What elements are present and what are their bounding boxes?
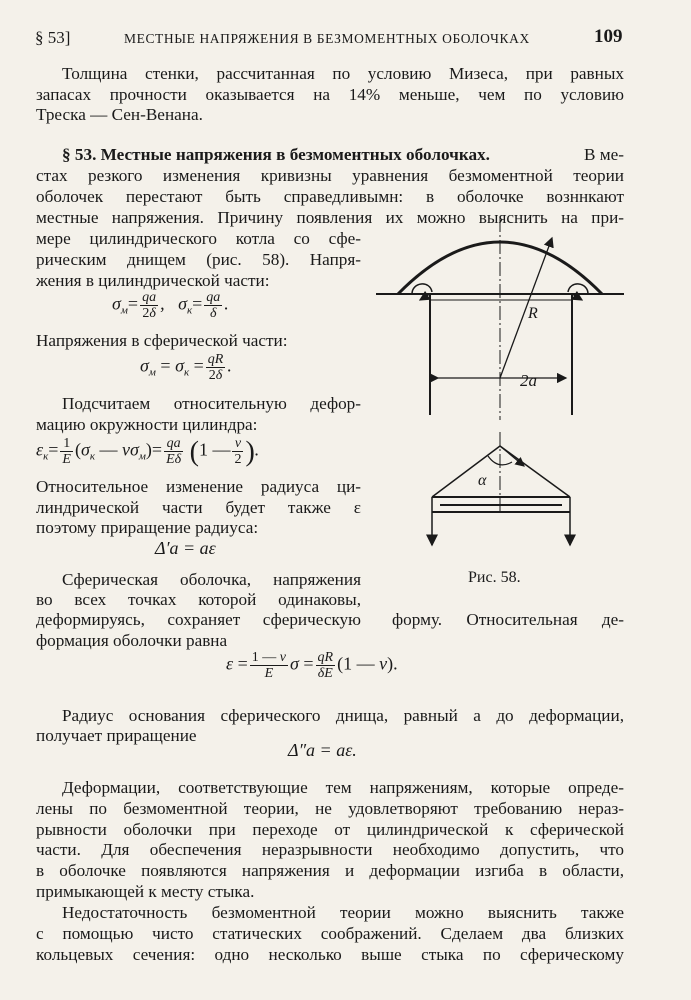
intro-line-1: Толщина стенки, рассчитанная по условию Мизеса, при равных [62, 64, 624, 83]
sphere-stress-label: Напряжения в сферической части: [36, 331, 288, 350]
body-radius-line-1: Радиус основания сферического днища, равный a до деформации, [62, 706, 624, 725]
strain-intro-line-1: Подсчитаем относительную дефор- [62, 394, 361, 413]
figure-caption: Рис. 58. [468, 569, 521, 586]
intro-line-3: Треска — Сен-Венана. [36, 105, 203, 124]
strain-intro-line-2: мацию окружности цилиндра: [36, 415, 258, 434]
section-line-4: местные напряжения. Причину появления их можно выяснить на при- [36, 208, 624, 227]
para2-line-3: кольцевых сечения: одно несколько выше стыка по сферическому [36, 945, 624, 964]
figure-drawing [376, 218, 624, 545]
section-text-start: В ме- [584, 145, 624, 164]
section-line-6: рическим днищем (рис. 58). Напря- [36, 250, 361, 269]
figure-label-alpha: α [478, 472, 487, 489]
page-number: 109 [594, 26, 623, 47]
formula-hoop-strain: $\varepsilon_к=$ $\frac{1}{E}$ ($\sigma_к$ — $\nu\sigma_м)=$ $\frac{qa}{E\delta}$ (1 — $\frac{\nu}{2}$ ). [36, 436, 260, 468]
figure-label-2a: 2a [520, 371, 537, 390]
header-title: МЕСТНЫЕ НАПРЯЖЕНИЯ В БЕЗМОМЕНТНЫХ ОБОЛОЧКАХ [124, 31, 530, 46]
section-line-5: мере цилиндрического котла со сфе- [36, 229, 361, 248]
para1-line-4: части. Для обеспечения неразрывности необходимо допустить, что [36, 840, 624, 859]
radius-text-line-1: Относительное изменение радиуса ци- [36, 477, 361, 496]
sphere-text-line-3: деформируясь, сохраняет сферическую [36, 610, 361, 629]
body-radius-line-2: получает приращение [36, 726, 197, 745]
formula-cylinder-stresses: $\sigma_м=$ $\frac{qa}{2\delta}$ , $\sigma_к=$ $\frac{qa}{\delta}$ . [112, 290, 229, 321]
sphere-text-line-1: Сферическая оболочка, напряжения [62, 570, 361, 589]
para1-line-2: лены по безмоментной теории, не удовлетворяют требованию нераз- [36, 799, 624, 818]
header-section-number: § 53] [35, 28, 71, 47]
section-line-3: оболочек перестают быть справедливымн: в оболочке возннкают [36, 187, 624, 206]
para1-line-1: Деформации, соответствующие тем напряжениям, которые опреде- [62, 778, 624, 797]
sphere-text-tail: форму. Относительная де- [392, 610, 624, 629]
para2-line-2: с помощью чисто статических соображений. Сделаем два близких [36, 924, 624, 943]
section-title: § 53. Местные напряжения в безмоментных оболочках. [62, 145, 490, 164]
para1-line-6: примыкающей к месту стыка. [36, 882, 255, 901]
formula-increment-2: Δ″a = aε. [288, 740, 357, 760]
formula-sphere-strain: ε = $\frac{1 — \nu}{E}$ σ = $\frac{qR}{\delta E}$ (1 — ν). [226, 650, 398, 681]
sphere-text-line-2: во всех точках которой одинаковы, [36, 590, 361, 609]
sphere-text-line-4: формация оболочки равна [36, 631, 228, 650]
figure-label-R: R [528, 305, 538, 322]
intro-line-2: запасах прочности оказывается на 14% меньше, чем по условию [36, 85, 624, 104]
formula-increment-1: Δ′a = aε [155, 538, 216, 558]
formula-sphere-stresses: $\sigma_м = \sigma_к$ = $\frac{qR}{2\delta}$ . [140, 352, 232, 383]
para1-line-3: рывности оболочки при переходе от цилиндрической к сферической [36, 820, 624, 839]
radius-text-line-3: поэтому приращение радиуса: [36, 518, 259, 537]
section-line-2: стах резкого изменения кривизны уравнения безмоментной теории [36, 166, 624, 185]
para1-line-5: в оболочке появляются напряжения и деформации изгиба в области, [36, 861, 624, 880]
para2-line-1: Недостаточность безмоментной теории можно выяснить также [62, 903, 624, 922]
radius-text-line-2: линдрической части будет также ε [36, 498, 361, 517]
section-line-7: жения в цилиндрической части: [36, 271, 270, 290]
